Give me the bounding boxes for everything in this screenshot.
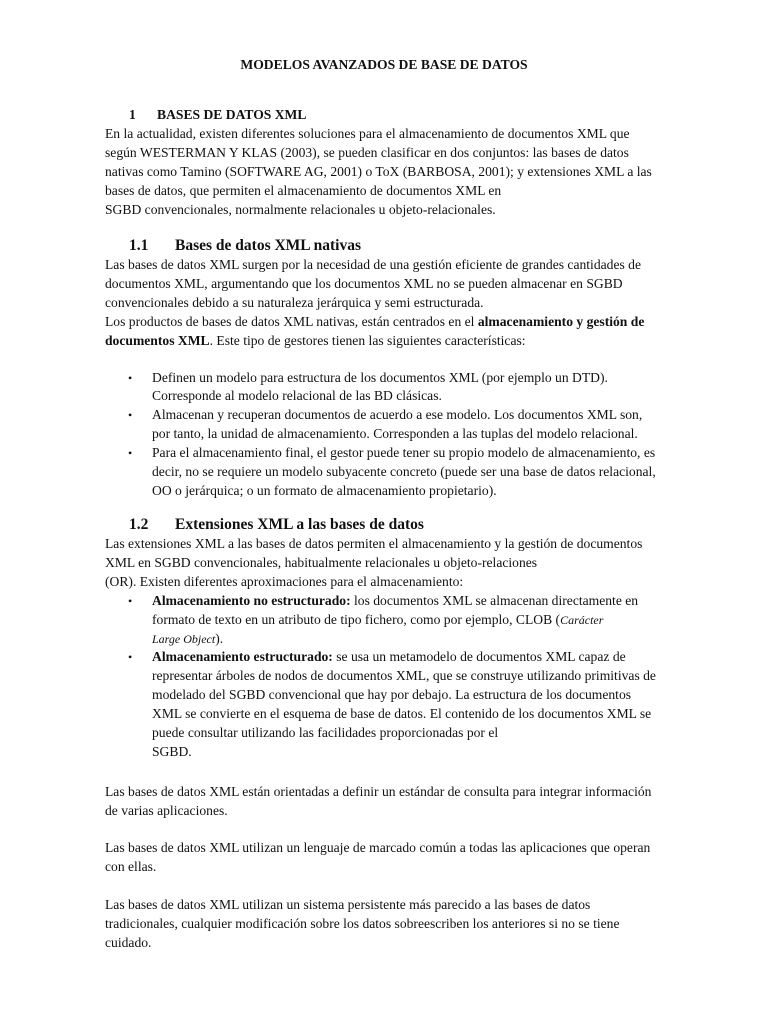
section-1-2-title: Extensiones XML a las bases de datos [175, 516, 424, 533]
text-line: (OR). Existen diferentes aproximaciones para el almacenamiento: [105, 573, 464, 589]
text-line: SGBD convencionales, normalmente relacionales u objeto-relacionales. [105, 201, 496, 217]
bold-text: documentos XML [105, 332, 210, 348]
text-line: convencionales debido a su naturaleza jerárquica y semi estructurada. [105, 294, 484, 310]
text-line: XML se convierte en el esquema de base de datos. El contenido de los documentos XML se [152, 706, 652, 722]
text-line: representar árboles de nodos de documentos XML, que se construye utilizando primitivas de [152, 668, 656, 684]
text-line: Corresponde al modelo relacional de las BD clásicas. [152, 388, 442, 404]
bullet-icon: • [128, 593, 133, 608]
closing-paragraph-1 [105, 783, 715, 821]
text-line: OO o jerárquica; o un formato de almacenamiento propietario). [152, 482, 497, 498]
closing-paragraph-2 [105, 839, 715, 877]
bold-text: Almacenamiento estructurado: [152, 649, 333, 665]
text-line: bases de datos, que permiten el almacenamiento de documentos XML en [105, 182, 502, 198]
storage-approaches-list [105, 592, 715, 762]
text-line: Las bases de datos XML utilizan un sistema persistente más parecido a las bases de datos [105, 897, 591, 912]
bullet-icon: • [128, 650, 133, 665]
document-title: MODELOS AVANZADOS DE BASE DE DATOS [240, 57, 528, 72]
text-line: con ellas. [105, 858, 157, 874]
section-1-title: BASES DE DATOS XML [157, 107, 307, 122]
text-line: documentos XML, argumentando que los documentos XML no se pueden almacenar en SGBD [105, 275, 623, 291]
text-line: Definen un modelo para estructura de los documentos XML (por ejemplo un DTD). [152, 369, 608, 385]
text-line: Las bases de datos XML surgen por la necesidad de una gestión eficiente de grandes cantidades de [105, 257, 642, 272]
bullet-icon: • [128, 408, 133, 423]
text-line: puede consultar utilizando las facilidades proporcionadas por el [152, 725, 499, 741]
section-1-1-number: 1.1 [129, 237, 149, 254]
bold-text: almacenamiento y gestión de [477, 313, 645, 329]
text-line: por tanto, la unidad de almacenamiento. Corresponden a las tuplas del modelo relacional. [152, 426, 638, 442]
text-line: ). [215, 630, 224, 646]
text-line: los documentos XML se almacenan directamente en [350, 592, 639, 608]
text-line: cuidado. [105, 934, 152, 950]
text-line: . Este tipo de gestores tienen las siguientes características: [209, 332, 526, 348]
text-line: En la actualidad, existen diferentes soluciones para el almacenamiento de documentos XML que [105, 125, 630, 141]
text-line: modelado del SGBD convencional que hay por debajo. La estructura de los documentos [152, 687, 632, 703]
list-item [105, 592, 715, 649]
list-item [105, 406, 715, 444]
section-1-1 [105, 236, 715, 501]
italic-text: Carácter [560, 612, 604, 627]
text-line: Almacenan y recuperan documentos de acuerdo a ese modelo. Los documentos XML son, [152, 407, 643, 423]
list-item [105, 369, 715, 407]
section-1-number: 1 [129, 107, 136, 122]
bold-text: Almacenamiento no estructurado: [152, 592, 351, 608]
bullet-icon: • [128, 370, 133, 385]
italic-text: Large Object [152, 631, 216, 646]
section-1-heading [105, 106, 715, 125]
text-line: Las bases de datos XML utilizan un lenguaje de marcado común a todas las aplicaciones que operan [105, 840, 651, 855]
text-line: según WESTERMAN Y KLAS (2003), se pueden clasificar en dos conjuntos: las bases de datos [105, 144, 629, 160]
list-item [105, 444, 715, 501]
text-line: SGBD. [152, 743, 192, 759]
bullet-icon: • [128, 446, 133, 461]
text-line: Los productos de bases de datos XML nativas, están centrados en el [105, 313, 478, 329]
section-1-2-number: 1.2 [129, 516, 149, 533]
text-line: se usa un metamodelo de documentos XML capaz de [332, 649, 626, 665]
section-1-1-title: Bases de datos XML nativas [175, 237, 362, 254]
text-line: XML en SGBD convencionales, habitualmente relacionales u objeto-relaciones [105, 554, 538, 570]
section-1-2 [105, 515, 715, 762]
section-1-2-heading [105, 515, 715, 535]
text-line: decir, no se requiere un modelo subyacente concreto (puede ser una base de datos relacional, [152, 464, 656, 480]
section-1-paragraph [105, 125, 715, 220]
characteristics-list [105, 369, 715, 501]
text-line: Para el almacenamiento final, el gestor puede tener su propio modelo de almacenamiento, es [152, 445, 656, 461]
text-line: formato de texto en un atributo de tipo fichero, como por ejemplo, CLOB ( [152, 611, 561, 627]
section-1-1-paragraph [105, 256, 715, 351]
list-item [105, 648, 715, 761]
closing-paragraph-3 [105, 896, 715, 953]
text-line: Las bases de datos XML están orientadas a definir un estándar de consulta para integrar información [105, 784, 652, 799]
text-line: de varias aplicaciones. [105, 802, 228, 818]
text-line: tradicionales, cualquier modificación sobre los datos sobreescriben los anteriores si no se tiene [105, 915, 620, 931]
section-1 [105, 106, 715, 219]
section-1-1-heading [105, 236, 715, 256]
text-line: Las extensiones XML a las bases de datos permiten el almacenamiento y la gestión de documentos [105, 536, 643, 551]
text-line: nativas como Tamino (SOFTWARE AG, 2001) o ToX (BARBOSA, 2001); y extensiones XML a las [105, 163, 652, 179]
section-1-2-paragraph [105, 535, 715, 592]
